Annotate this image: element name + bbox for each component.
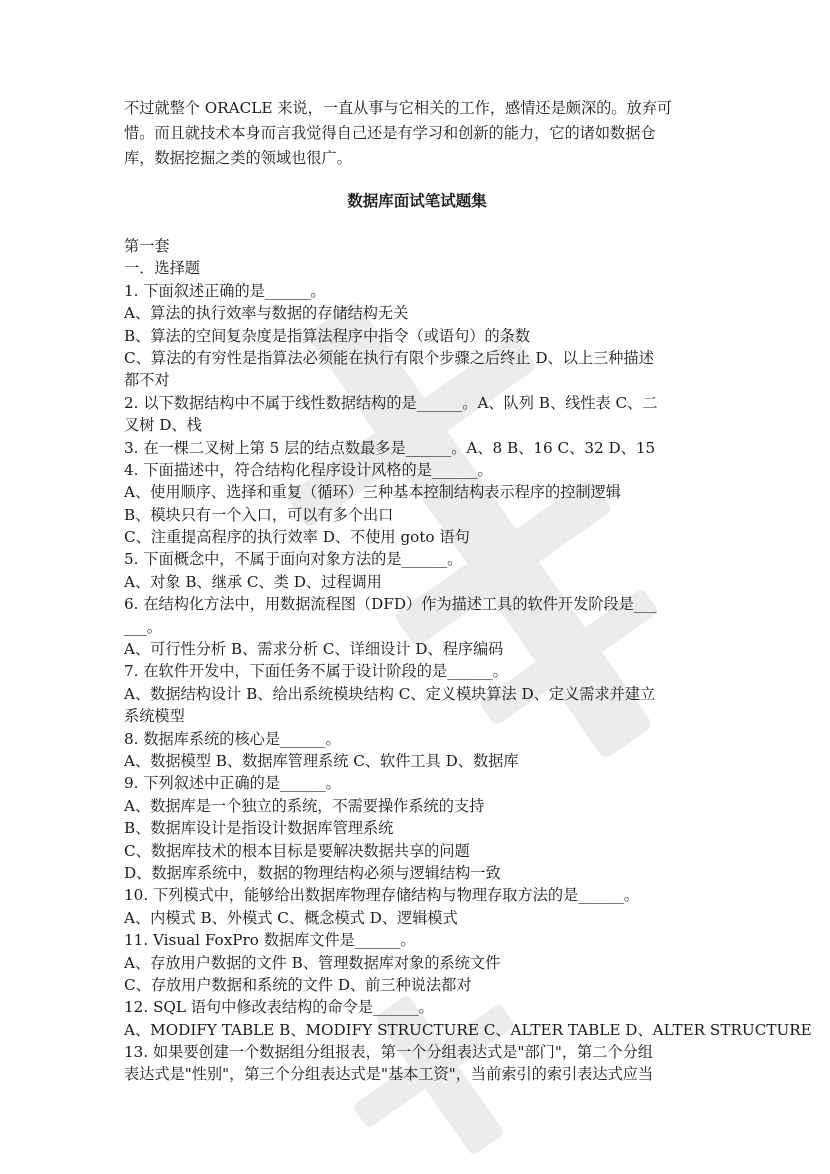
question-line: 12. SQL 语句中修改表结构的命令是______。 (124, 998, 434, 1017)
question-line: B、模块只有一个入口，可以有多个出口 (124, 505, 394, 524)
question-line: 1. 下面叙述正确的是______。 (124, 281, 326, 300)
question-line: 都不对 (124, 371, 170, 390)
question-line: B、数据库设计是指设计数据库管理系统 (124, 819, 394, 838)
question-line: A、数据结构设计 B、给出系统模块结构 C、定义模块算法 D、定义需求并建立 (124, 684, 656, 703)
document-title: 数据库面试笔试题集 (347, 192, 487, 210)
question-line: A、内模式 B、外模式 C、概念模式 D、逻辑模式 (124, 908, 458, 927)
question-line: C、存放用户数据和系统的文件 D、前三种说法都对 (124, 975, 472, 994)
question-line: A、存放用户数据的文件 B、管理数据库对象的系统文件 (124, 953, 501, 972)
question-line: A、数据模型 B、数据库管理系统 C、软件工具 D、数据库 (124, 751, 519, 770)
section-label: 一．选择题 (124, 259, 200, 278)
question-line: 5. 下面概念中，不属于面向对象方法的是______。 (124, 550, 463, 569)
question-line: A、数据库是一个独立的系统，不需要操作系统的支持 (124, 796, 485, 815)
intro-paragraph (124, 96, 710, 171)
question-line: 表达式是"性别"，第三个分组表达式是"基本工资"，当前索引的索引表达式应当 (124, 1065, 654, 1084)
question-line: 2. 以下数据结构中不属于线性数据结构的是______。A、队列 B、线性表 C、二 (124, 393, 658, 412)
question-line: A、算法的执行效率与数据的存储结构无关 (124, 304, 409, 323)
question-line: A、对象 B、继承 C、类 D、过程调用 (124, 572, 382, 591)
question-line: A、MODIFY TABLE B、MODIFY STRUCTURE C、ALTER TABLE D、ALTER STRUCTURE (124, 1020, 812, 1039)
question-list (124, 280, 812, 1086)
question-line: C、算法的有穷性是指算法必须能在执行有限个步骤之后终止 D、以上三种描述 (124, 348, 654, 367)
intro-line: 惜。而且就技术本身而言我觉得自己还是有学习和创新的能力，它的诸如数据仓 (124, 124, 656, 142)
question-line: 8. 数据库系统的核心是______。 (124, 729, 341, 748)
question-line: A、可行性分析 B、需求分析 C、详细设计 D、程序编码 (124, 640, 504, 659)
question-line: D、数据库系统中，数据的物理结构必须与逻辑结构一致 (124, 863, 501, 882)
question-line: C、数据库技术的根本目标是要解决数据共享的问题 (124, 841, 470, 860)
question-line: 3. 在一棵二叉树上第 5 层的结点数最多是______。A、8 B、16 C、32 D、15 (124, 438, 656, 457)
intro-line: 不过就整个 ORACLE 来说，一直从事与它相关的工作，感情还是颇深的。放弃可 (124, 99, 673, 117)
question-line: B、算法的空间复杂度是指算法程序中指令（或语句）的条数 (124, 326, 531, 345)
set-label: 第一套 (124, 237, 170, 255)
document-body (124, 96, 812, 1086)
question-line: A、使用顺序、选择和重复（循环）三种基本控制结构表示程序的控制逻辑 (124, 483, 621, 502)
question-line: ___。 (124, 617, 162, 636)
question-line: 11. Visual FoxPro 数据库文件是______。 (124, 931, 416, 950)
question-line: 7. 在软件开发中，下面任务不属于设计阶段的是______。 (124, 662, 508, 681)
intro-line: 库，数据挖掘之类的领域也很广。 (124, 149, 352, 167)
question-line: 6. 在结构化方法中，用数据流程图（DFD）作为描述工具的软件开发阶段是___ (124, 595, 657, 614)
question-line: C、注重提高程序的执行效率 D、不使用 goto 语句 (124, 528, 470, 547)
question-line: 4. 下面描述中，符合结构化程序设计风格的是______。 (124, 460, 493, 479)
question-line: 13. 如果要创建一个数据组分组报表，第一个分组表达式是"部门"，第二个分组 (124, 1043, 653, 1062)
question-line: 系统模型 (124, 707, 185, 726)
question-line: 10. 下列模式中，能够给出数据库物理存储结构与物理存取方法的是______。 (124, 886, 639, 905)
question-line: 9. 下列叙述中正确的是______。 (124, 774, 341, 793)
question-line: 叉树 D、栈 (124, 416, 202, 435)
